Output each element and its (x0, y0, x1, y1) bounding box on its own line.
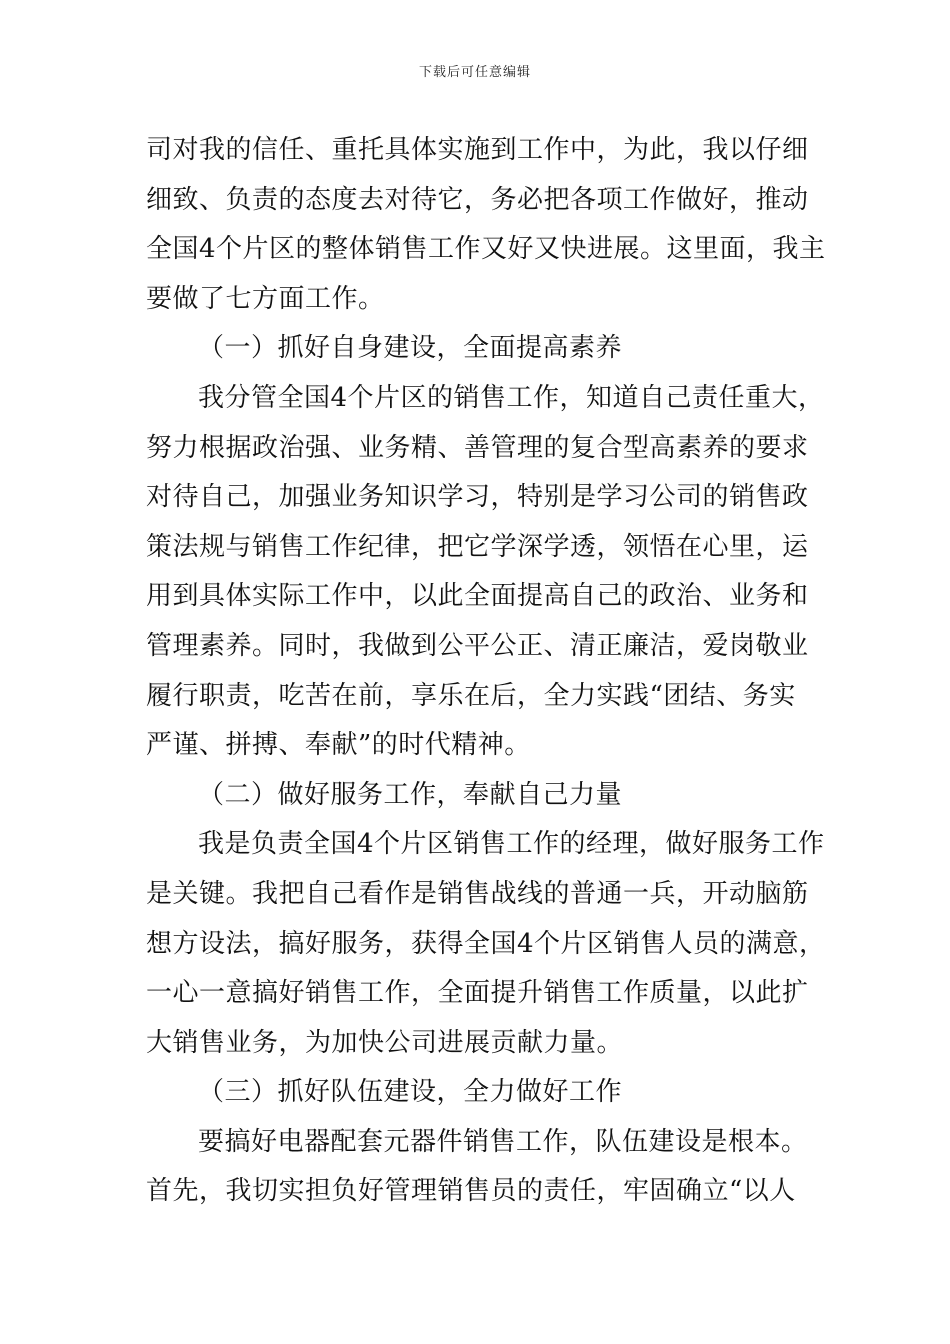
text-line: 用到具体实际工作中，以此全面提高自己的政治、业务和 (146, 581, 809, 612)
page-header: 下载后可任意编辑 (418, 65, 531, 80)
text-line: 首先，我切实担负好管理销售员的责任，牢固确立“以人 (146, 1176, 796, 1207)
text-line: 管理素养。同时，我做到公平公正、清正廉洁，爱岗敬业 (146, 630, 809, 661)
section-heading: （三）抓好队伍建设，全力做好工作 (198, 1077, 623, 1108)
text-line: 司对我的信任、重托具体实施到工作中，为此，我以仔细 (146, 135, 809, 165)
text-line: 是关键。我把自己看作是销售战线的普通一兵，开动脑筋 (146, 878, 809, 909)
paragraph-first-line: 我是负责全国4个片区销售工作的经理，做好服务工作 (198, 829, 825, 860)
text-line: 想方设法，搞好服务，获得全国4个片区销售人员的满意， (146, 928, 826, 959)
text-line: 努力根据政治强、业务精、善管理的复合型高素养的要求 (146, 432, 809, 463)
text-line: 严谨、拼搏、奉献”的时代精神。 (146, 730, 531, 761)
document-body (146, 126, 826, 1217)
text-line: 细致、负责的态度去对待它，务必把各项工作做好，推动 (146, 184, 809, 215)
section-heading: （二）做好服务工作，奉献自己力量 (198, 779, 623, 810)
text-line: 策法规与销售工作纪律，把它学深学透，领悟在心里，运 (146, 531, 809, 562)
paragraph-first-line: 我分管全国4个片区的销售工作，知道自己责任重大， (198, 382, 825, 413)
text-line: 一心一意搞好销售工作，全面提升销售工作质量，以此扩 (146, 978, 809, 1009)
text-line: 全国4个片区的整体销售工作又好又快进展。这里面，我主 (146, 234, 826, 265)
text-line: 对待自己，加强业务知识学习，特别是学习公司的销售政 (146, 482, 809, 513)
text-line: 履行职责，吃苦在前，享乐在后，全力实践“团结、务实 (146, 680, 796, 711)
section-heading: （一）抓好自身建设，全面提高素养 (198, 333, 623, 364)
text-line: 要做了七方面工作。 (146, 283, 385, 314)
text-line: 大销售业务，为加快公司进展贡献力量。 (146, 1027, 624, 1058)
paragraph-first-line: 要搞好电器配套元器件销售工作，队伍建设是根本。 (198, 1126, 808, 1157)
